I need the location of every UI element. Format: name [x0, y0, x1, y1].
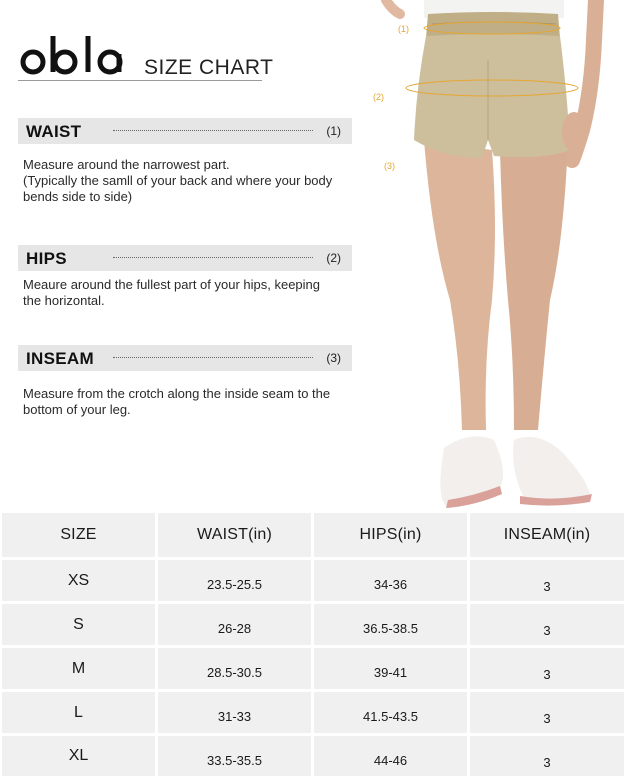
figure-marker-2: (2): [373, 92, 384, 102]
inseam-cell: [470, 736, 624, 776]
brand-logo: [20, 32, 130, 80]
cell-value: 3: [543, 579, 551, 594]
table-row: [0, 648, 626, 689]
hips-label: HIPS: [26, 249, 67, 268]
waist-cell: [158, 648, 311, 689]
cell-value: 41.5-43.5: [363, 709, 418, 724]
figure-marker-3: (3): [384, 161, 395, 171]
hips-section-header: [18, 245, 352, 271]
size-table: [0, 513, 626, 776]
description-line: the horizontal.: [23, 293, 105, 308]
model-figure: [374, 0, 626, 512]
size-cell: M: [2, 648, 155, 689]
cell-value: 31-33: [217, 709, 252, 724]
table-row: [0, 560, 626, 601]
waist-cell: [158, 560, 311, 601]
inseam-cell: [470, 692, 624, 733]
cell-value: 3: [543, 623, 551, 638]
waist-cell: [158, 604, 311, 645]
table-row: [0, 736, 626, 776]
cell-value: 44-46: [373, 752, 408, 768]
hips-description: [23, 277, 358, 309]
description-line: bottom of your leg.: [23, 402, 131, 417]
waist-cell: [158, 736, 311, 776]
header-inseam: INSEAM(in): [470, 513, 624, 557]
inseam-cell: [470, 604, 624, 645]
cell-value: 34-36: [373, 577, 408, 592]
size-cell: S: [2, 604, 155, 645]
cell-value: 26-28: [217, 621, 252, 636]
hips-cell: [314, 604, 467, 645]
size-cell: XS: [2, 560, 155, 601]
leader-dots: [113, 357, 313, 358]
description-line: Measure from the crotch along the inside seam to the: [23, 386, 331, 401]
hips-cell: [314, 692, 467, 733]
hips-cell: [314, 736, 467, 776]
page-title: SIZE CHART: [144, 56, 274, 79]
cell-value: 39-41: [373, 665, 408, 680]
size-cell: XL: [2, 736, 155, 776]
inseam-cell: [470, 648, 624, 689]
inseam-section-header: [18, 345, 352, 371]
leader-dots: [113, 130, 313, 131]
size-cell: L: [2, 692, 155, 733]
title-divider: [18, 80, 262, 81]
header-hips: HIPS(in): [314, 513, 467, 557]
cell-value: 3: [543, 711, 551, 726]
description-line: Meaure around the fullest part of your hips, keeping: [23, 277, 321, 292]
table-row: [0, 604, 626, 645]
hips-marker: (2): [326, 251, 341, 265]
cell-value: 33.5-35.5: [207, 752, 262, 768]
cell-value: 3: [543, 667, 551, 682]
description-line: (Typically the samll of your back and where your body: [23, 173, 333, 188]
cell-value: 36.5-38.5: [363, 621, 418, 636]
description-line: Measure around the narrowest part.: [23, 157, 230, 172]
inseam-marker: (3): [326, 351, 341, 365]
waist-marker: (1): [326, 124, 341, 138]
waist-cell: [158, 692, 311, 733]
figure-marker-1: (1): [398, 24, 409, 34]
cell-value: 23.5-25.5: [207, 577, 262, 592]
hips-cell: [314, 648, 467, 689]
description-line: bends side to side): [23, 189, 133, 204]
inseam-label: INSEAM: [26, 349, 94, 368]
header-waist: WAIST(in): [158, 513, 311, 557]
table-row: [0, 692, 626, 733]
cell-value: 28.5-30.5: [207, 665, 262, 680]
inseam-cell: [470, 560, 624, 601]
waist-section-header: [18, 118, 352, 144]
table-header-row: [0, 513, 626, 557]
inseam-description: [23, 386, 358, 418]
hips-cell: [314, 560, 467, 601]
cell-value: 3: [543, 754, 551, 770]
leader-dots: [113, 257, 313, 258]
header-size: SIZE: [2, 513, 155, 557]
waist-label: WAIST: [26, 122, 82, 141]
waist-description: [23, 157, 358, 205]
